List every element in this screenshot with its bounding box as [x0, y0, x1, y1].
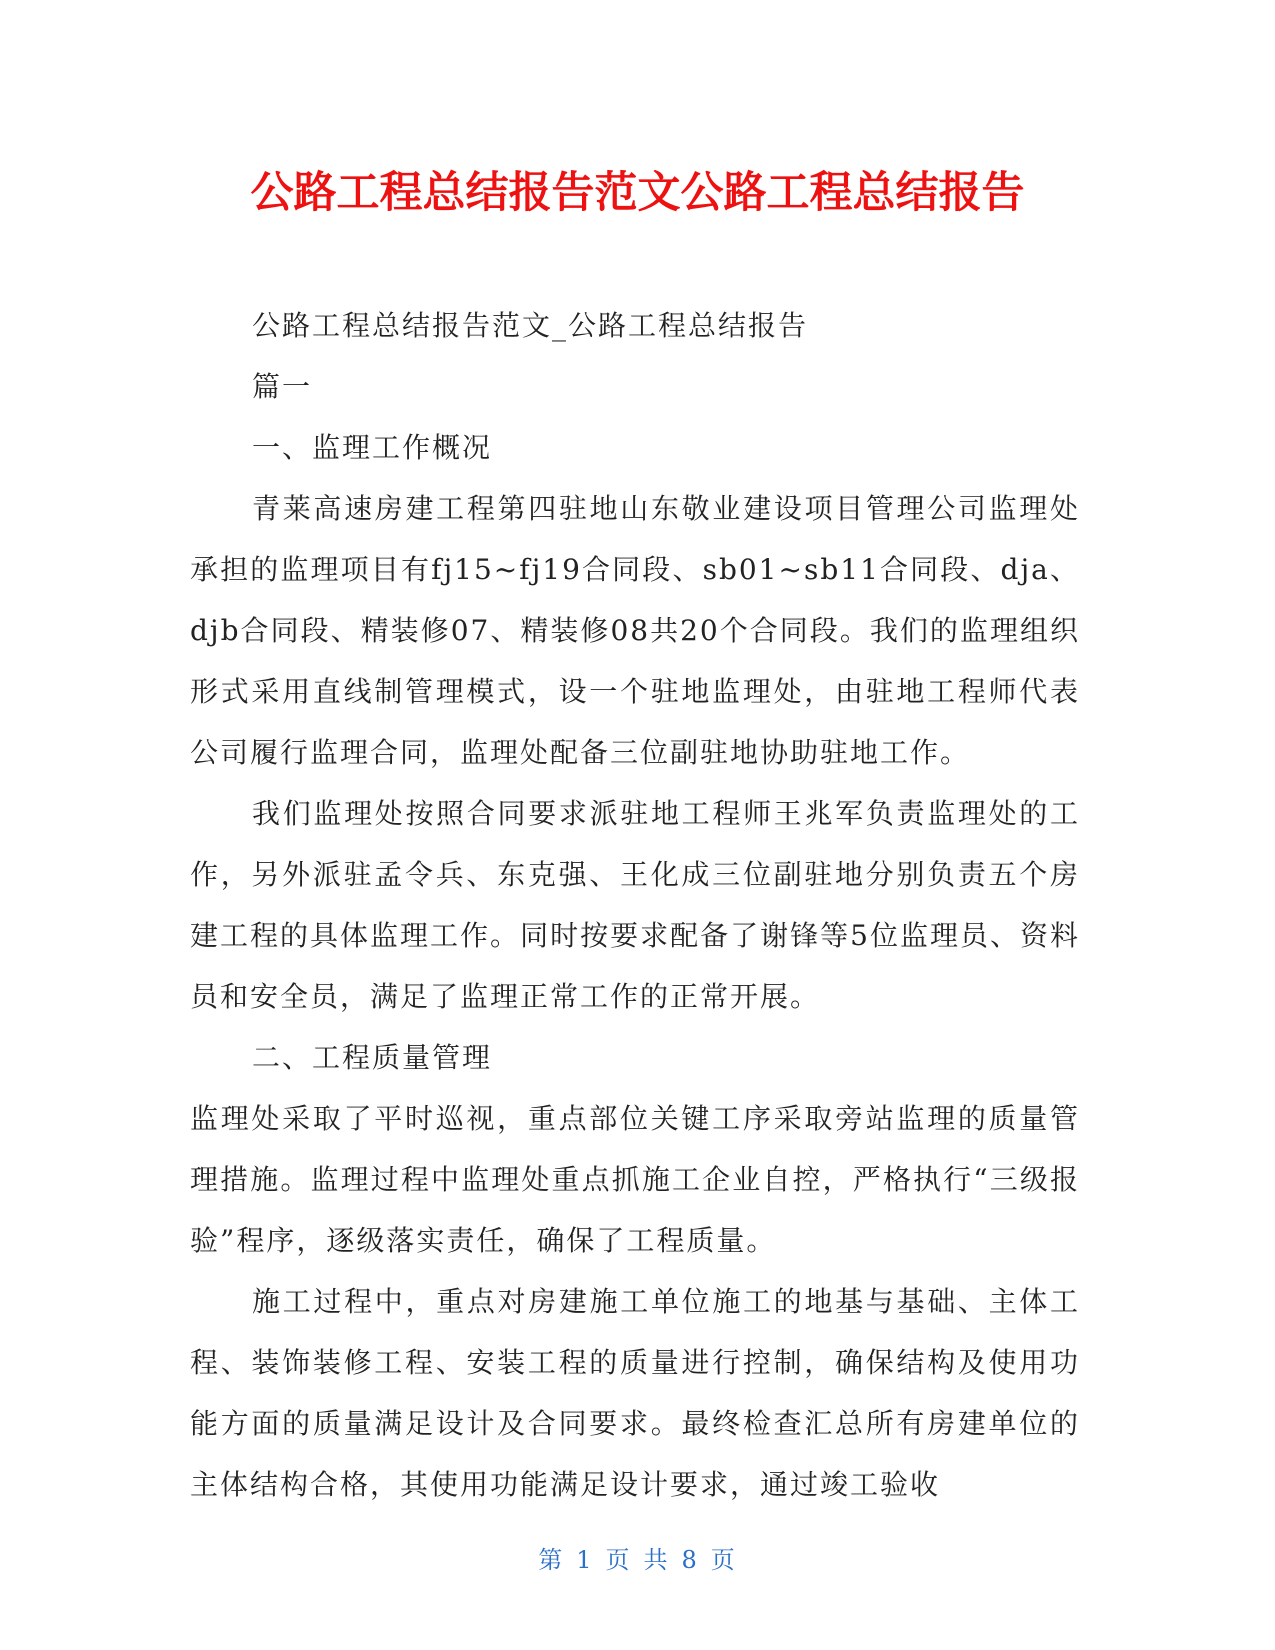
paragraph: 我们监理处按照合同要求派驻地工程师王兆军负责监理处的工作，另外派驻孟令兵、东克强、王化成三位副驻地分别负责五个房建工程的具体监理工作。同时按要求配备了谢锋等5位监理员、资料员和安全员，满足了监理正常工作的正常开展。 — [190, 797, 1080, 1013]
section-heading-1: 一、监理工作概况 — [252, 431, 493, 464]
paragraph-subtitle: 公路工程总结报告范文_公路工程总结报告 — [252, 309, 809, 342]
paragraph: 青莱高速房建工程第四驻地山东敬业建设项目管理公司监理处承担的监理项目有fj15~fj19合同段、sb01~sb11合同段、dja、djb合同段、精装修07、精装修08共20个合同段。我们的监理组织形式采用直线制管理模式，设一个驻地监理处，由驻地工程师代表公司履行监理合同，监理处配备三位副驻地协助驻地工作。 — [190, 492, 1080, 769]
paragraph: 监理处采取了平时巡视，重点部位关键工序采取旁站监理的质量管理措施。监理过程中监理处重点抓施工企业自控，严格执行“三级报验”程序，逐级落实责任，确保了工程质量。 — [190, 1102, 1080, 1257]
footer-total-label: 共 — [643, 1546, 670, 1574]
footer-page-suffix: 页 — [710, 1546, 737, 1574]
footer-total-pages: 8 — [681, 1546, 699, 1574]
footer-current-page: 1 — [576, 1546, 594, 1574]
footer-page-prefix: 第 — [538, 1546, 565, 1574]
document-body — [190, 295, 1080, 1515]
page-footer — [0, 1540, 1275, 1575]
document-title: 公路工程总结报告范文公路工程总结报告 — [250, 168, 1025, 218]
paragraph: 施工过程中，重点对房建施工单位施工的地基与基础、主体工程、装饰装修工程、安装工程的质量进行控制，确保结构及使用功能方面的质量满足设计及合同要求。最终检查汇总所有房建单位的主体结构合格，其使用功能满足设计要求，通过竣工验收 — [190, 1285, 1080, 1501]
section-heading-2: 二、工程质量管理 — [252, 1041, 493, 1074]
footer-page-mid: 页 — [605, 1546, 632, 1574]
paragraph-chapter: 篇一 — [252, 370, 313, 403]
